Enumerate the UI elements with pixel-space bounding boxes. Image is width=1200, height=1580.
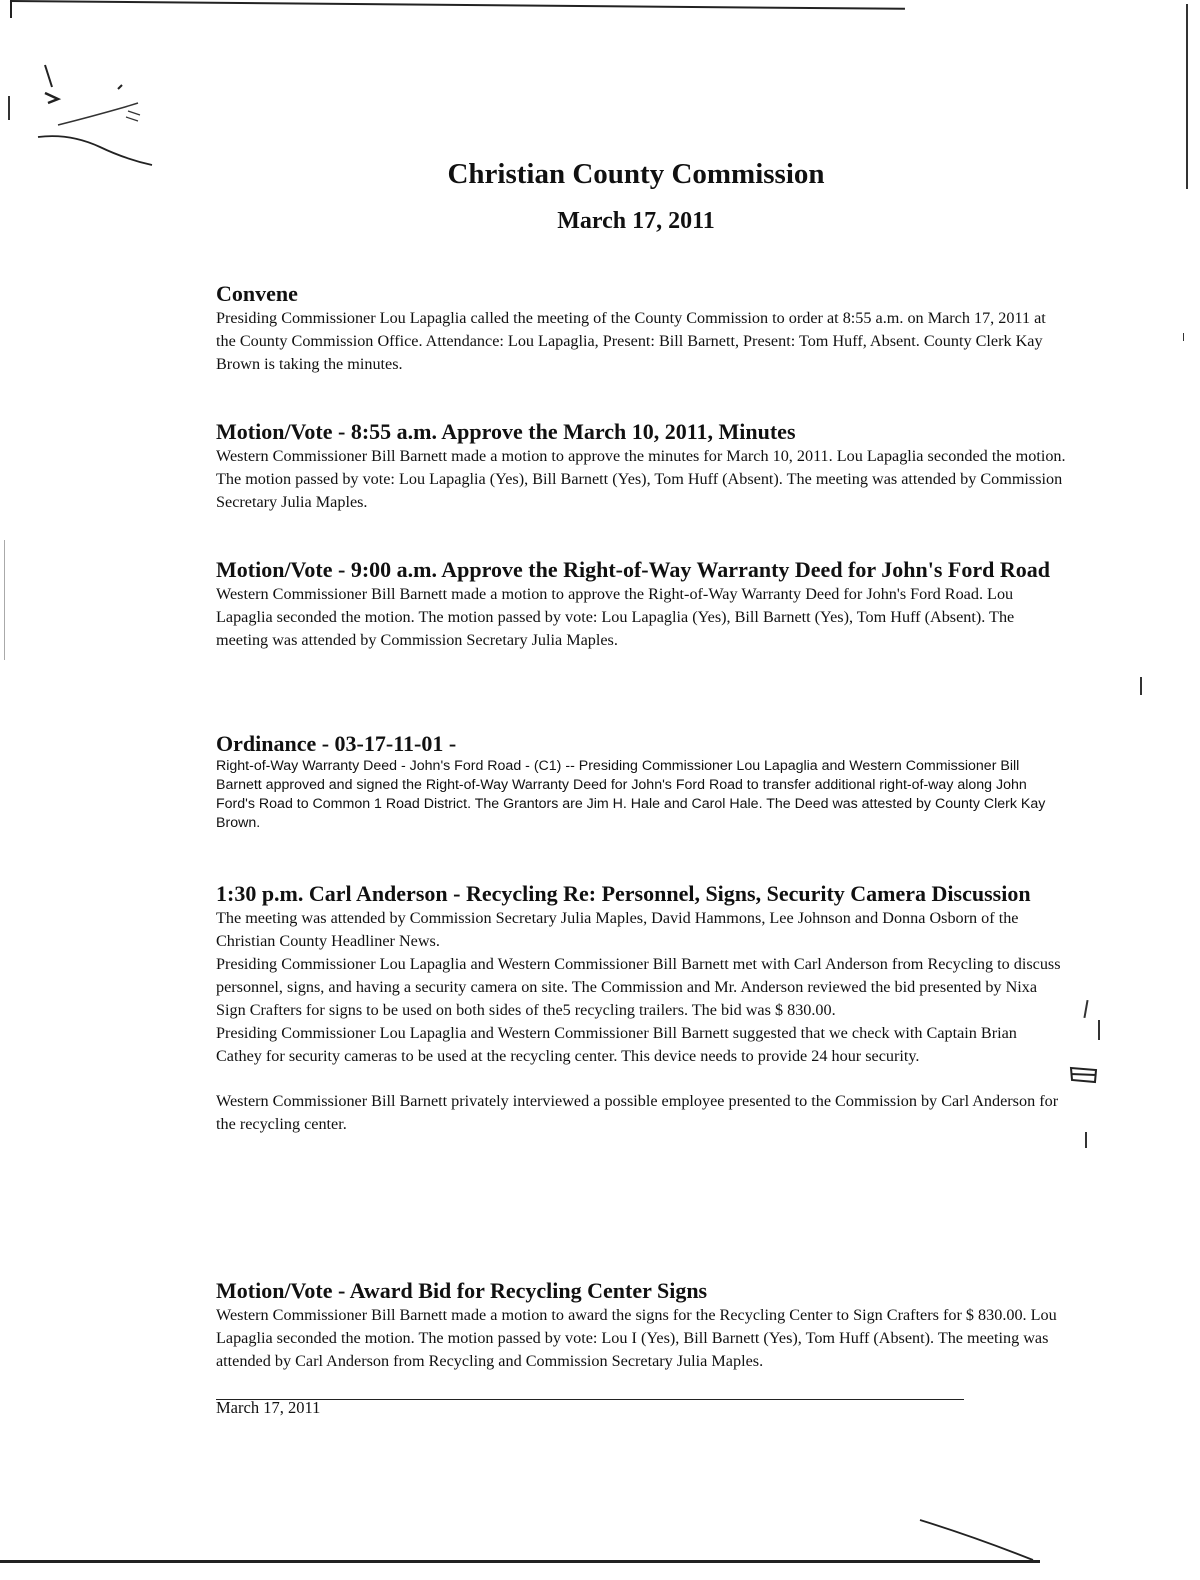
section-paragraph: Western Commissioner Bill Barnett privately interviewed a possible employee presented to the Commission by Carl Anderson for the recycling center. [216,1092,1059,1133]
section-convene [216,280,1066,376]
section-heading: Motion/Vote - 8:55 a.m. Approve the March 10, 2011, Minutes [216,419,796,444]
section-motion-warranty-deed [216,556,1066,652]
section-motion-award-bid [216,1277,1066,1373]
section-paragraph: Western Commissioner Bill Barnett made a motion to award the signs for the Recycling Center to Sign Crafters for $ 830.00. Lou Lapaglia seconded the motion. The motion passed by vote: Lou I (Yes), Bill Barnett (Yes), Tom Huff (Absent). The meeting was attended by Carl Anderson from Recycling and Commission Secretary Julia Maples. [216,1306,1057,1370]
section-ordinance [216,730,1066,833]
section-paragraph: The meeting was attended by Commission Secretary Julia Maples, David Hammons, Lee Johnson and Donna Osborn of the Christian County Headliner News. [216,909,1019,950]
scribble-mark [915,1515,1045,1565]
scan-edge-top [10,0,905,10]
section-paragraph: Presiding Commissioner Lou Lapaglia and Western Commissioner Bill Barnett suggested that we check with Captain Brian Cathey for security cameras to be used at the recycling center. This device needs to provide 24 hour security. [216,1024,1017,1065]
section-paragraph: Western Commissioner Bill Barnett made a motion to approve the minutes for March 10, 2011. Lou Lapaglia seconded the motion. The motion passed by vote: Lou Lapaglia (Yes), Bill Barnett (Yes), Tom Huff (Absent). The meeting was attended by Commission Secretary Julia Maples. [216,447,1066,511]
footer-date: March 17, 2011 [216,1398,321,1417]
margin-mark [1083,1000,1088,1018]
section-heading: 1:30 p.m. Carl Anderson - Recycling Re: Personnel, Signs, Security Camera Discussion [216,881,1031,906]
document-date: March 17, 2011 [557,208,715,234]
section-heading: Motion/Vote - 9:00 a.m. Approve the Right-of-Way Warranty Deed for John's Ford Road [216,557,1050,582]
margin-box-mark [1068,1062,1100,1088]
scan-edge-left [4,540,5,660]
section-heading: Motion/Vote - Award Bid for Recycling Center Signs [216,1278,708,1303]
section-paragraph: Presiding Commissioner Lou Lapaglia and Western Commissioner Bill Barnett met with Carl Anderson from Recycling to discuss personnel, signs, and having a security camera on site. The Commission and Mr. Anderson reviewed the bid presented by Nixa Sign Crafters for signs to be used on both sides of the5 recycling trailers. The bid was $ 830.00. [216,955,1061,1019]
scan-edge-tick [10,0,12,18]
section-paragraph: Western Commissioner Bill Barnett made a motion to approve the Right-of-Way Warranty Deed for John's Ford Road. Lou Lapaglia seconded the motion. The motion passed by vote: Lou Lapaglia (Yes), Bill Barnett (Yes), Tom Huff (Absent). The meeting was attended by Commission Secretary Julia Maples. [216,585,1015,649]
section-motion-approve-minutes [216,418,1066,514]
margin-mark [1085,1132,1087,1148]
scan-edge-bottom [0,1560,1040,1563]
section-heading: Convene [216,281,298,306]
footer-rule [216,1399,964,1400]
section-paragraph: Presiding Commissioner Lou Lapaglia called the meeting of the County Commission to order at 8:55 a.m. on March 17, 2011 at the County Commission Office. Attendance: Lou Lapaglia, Present: Bill Barnett, Present: Tom Huff, Absent. County Clerk Kay Brown is taking the minutes. [216,309,1046,373]
section-paragraph: Right-of-Way Warranty Deed - John's Ford Road - (C1) -- Presiding Commissioner Lou Lapaglia and Western Commissioner Bill Barnett approved and signed the Right-of-Way Warranty Deed for John's Ford Road to transfer additional right-of-way along John Ford's Road to Common 1 Road District. The Grantors are Jim H. Hale and Carol Hale. The Deed was attested by County Clerk Kay Brown. [216,758,1046,831]
margin-mark [1140,677,1142,695]
section-recycling-discussion [216,880,1066,1136]
section-heading: Ordinance - 03-17-11-01 - [216,731,457,756]
document-title: Christian County Commission [447,158,825,190]
margin-mark [1183,333,1184,341]
margin-mark [1098,1020,1100,1040]
